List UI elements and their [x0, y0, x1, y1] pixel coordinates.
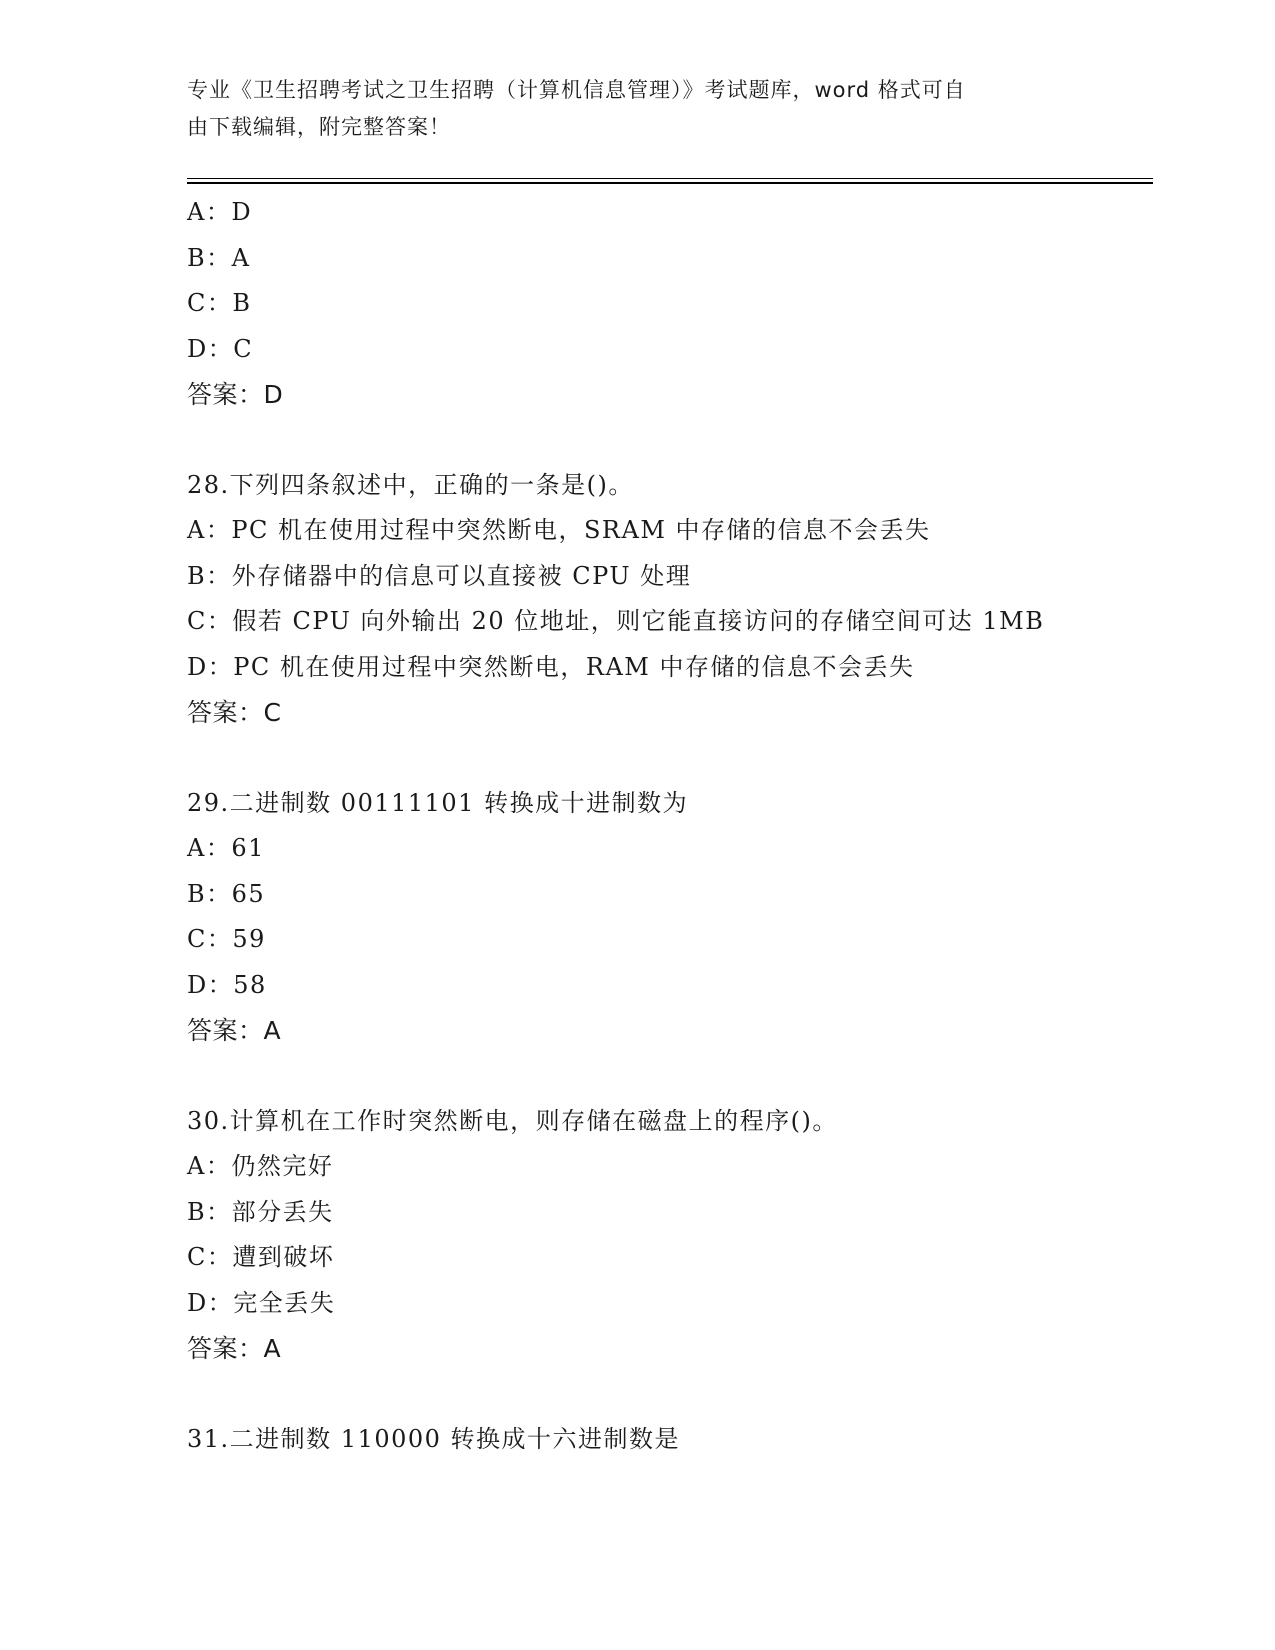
option-c: C：假若 CPU 向外输出 20 位地址，则它能直接访问的存储空间可达 1MB: [187, 607, 1045, 635]
question-28: [187, 463, 1187, 736]
header-line-1: 专业《卫生招聘考试之卫生招聘（计算机信息管理）》考试题库，word 格式可自: [187, 78, 966, 102]
option-a: A：61: [187, 834, 265, 862]
spacer: [187, 1372, 1187, 1417]
document-header: [187, 72, 1067, 146]
option-b: B：部分丢失: [187, 1197, 334, 1226]
spacer: [187, 418, 1187, 463]
option-b: B：外存储器中的信息可以直接被 CPU 处理: [187, 561, 692, 590]
option-b: B：A: [187, 243, 251, 272]
question-stem: 31.二进制数 110000 转换成十六进制数是: [187, 1424, 681, 1453]
answer: 答案：A: [187, 1016, 282, 1045]
answer: 答案：C: [187, 698, 282, 727]
option-b: B：65: [187, 879, 266, 908]
option-c: C：59: [187, 925, 266, 953]
header-rule-thin: [187, 178, 1153, 179]
header-line-2: 由下载编辑，附完整答案！: [187, 115, 451, 139]
answer: 答案：A: [187, 1334, 282, 1363]
question-stem: 28.下列四条叙述中，正确的一条是()。: [187, 470, 634, 499]
question-29: [187, 781, 1187, 1054]
option-c: C：B: [187, 289, 252, 317]
question-27-continued: [187, 190, 1187, 418]
option-a: A：PC 机在使用过程中突然断电，SRAM 中存储的信息不会丢失: [187, 516, 931, 544]
spacer: [187, 1054, 1187, 1099]
option-d: D：58: [187, 970, 267, 999]
question-stem: 29.二进制数 00111101 转换成十进制数为: [187, 788, 689, 817]
answer: 答案：D: [187, 380, 284, 409]
option-d: D：C: [187, 334, 254, 363]
question-stem: 30.计算机在工作时突然断电，则存储在磁盘上的程序()。: [187, 1106, 838, 1135]
option-d: D：PC 机在使用过程中突然断电，RAM 中存储的信息不会丢失: [187, 652, 915, 681]
option-d: D：完全丢失: [187, 1288, 336, 1317]
option-c: C：遭到破坏: [187, 1243, 335, 1271]
question-list: [187, 190, 1187, 1462]
option-a: A：D: [187, 198, 253, 226]
question-31: [187, 1417, 1187, 1463]
question-30: [187, 1099, 1187, 1372]
spacer: [187, 736, 1187, 781]
option-a: A：仍然完好: [187, 1152, 334, 1180]
header-rule-thick: [187, 182, 1153, 184]
